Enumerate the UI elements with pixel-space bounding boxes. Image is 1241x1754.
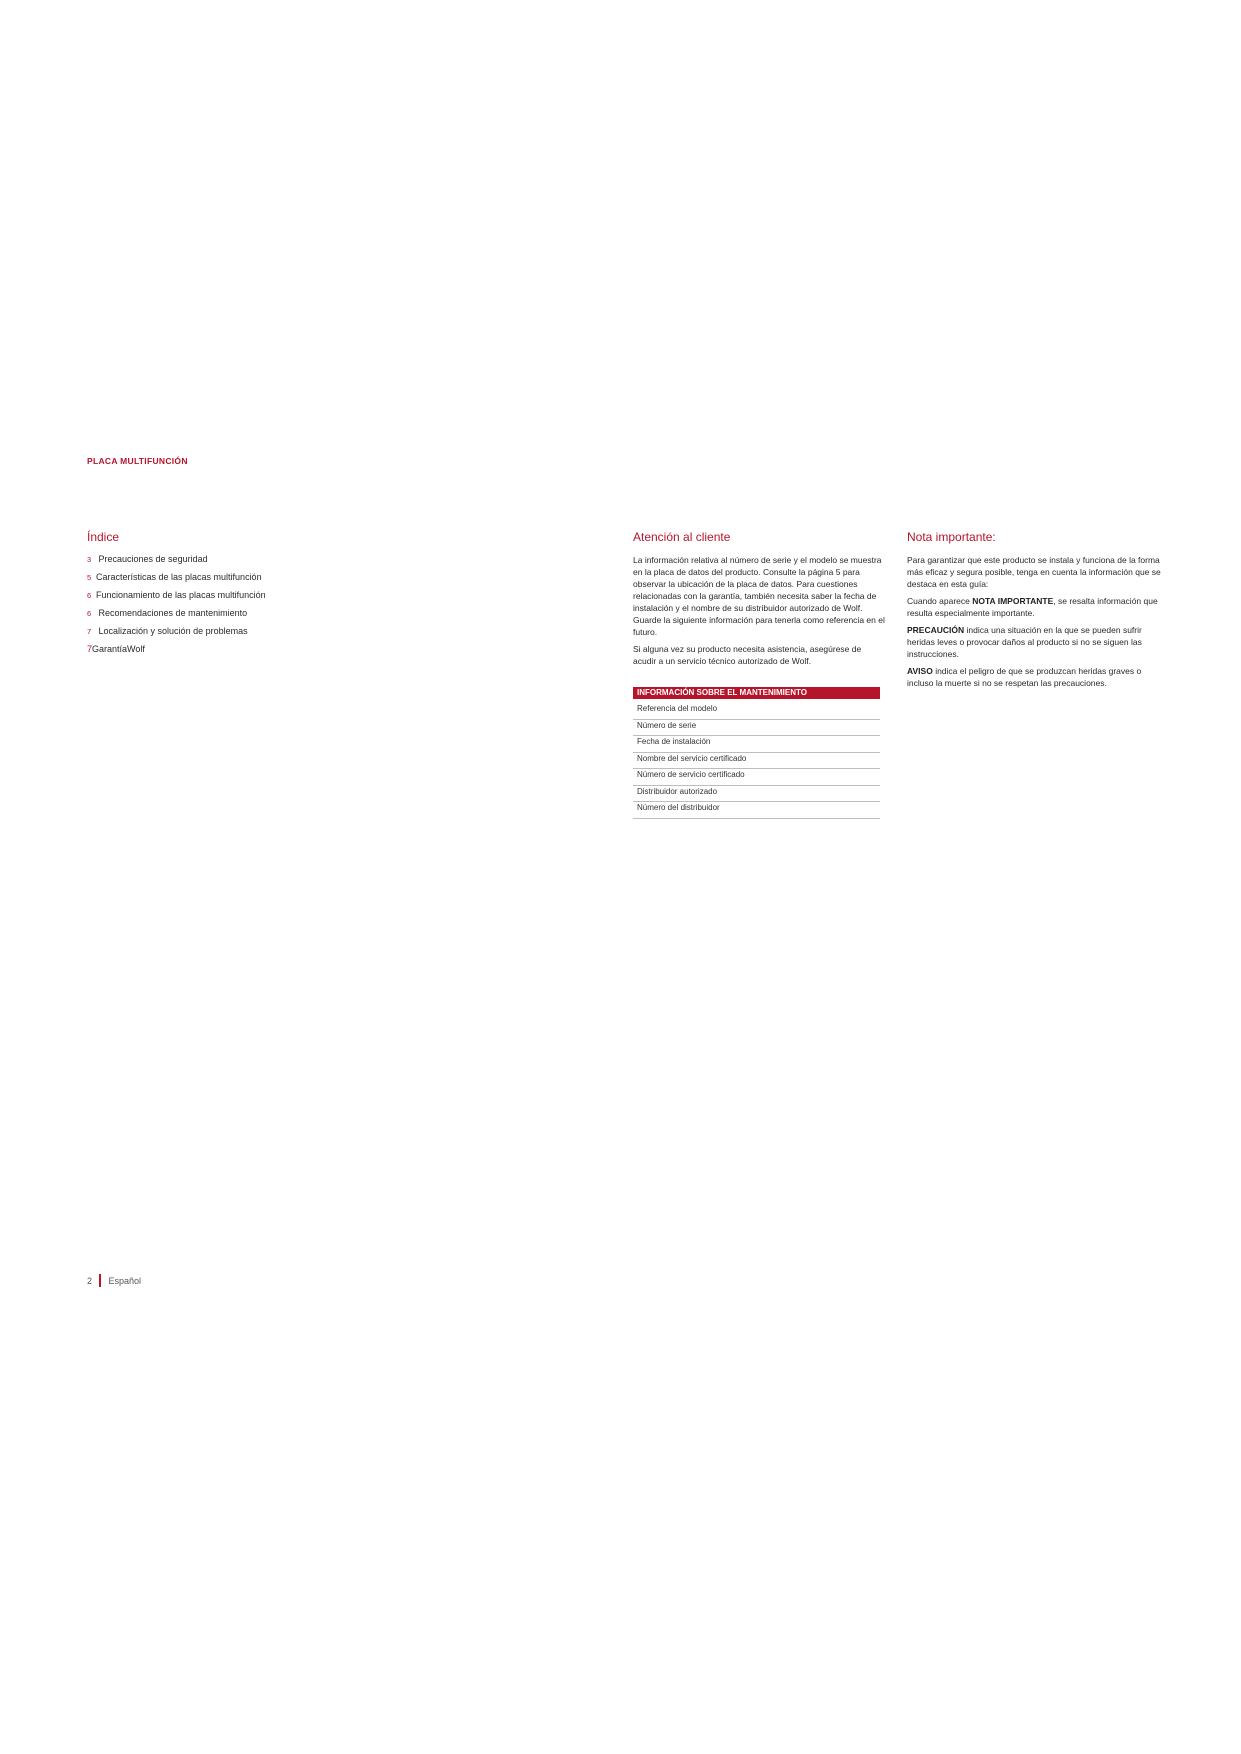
toc-item[interactable] — [87, 625, 427, 643]
page-number: 2 — [87, 1275, 93, 1286]
toc-page-number: 6 — [87, 591, 92, 600]
table-row: Nombre del servicio certificado — [633, 753, 880, 770]
section-header-label: PLACA MULTIFUNCIÓN — [87, 456, 188, 466]
index-title: Índice — [87, 530, 120, 544]
customer-service-paragraph: Si alguna vez su producto necesita asistencia, asegúrese de acudir a un servicio técnico autorizado de Wolf. — [633, 644, 862, 666]
customer-service-title: Atención al cliente — [633, 530, 731, 544]
toc-item[interactable] — [87, 607, 427, 625]
note-keyword: AVISO — [907, 666, 933, 676]
toc-label: GarantíaWolf — [92, 644, 145, 654]
note-paragraph: Para garantizar que este producto se instala y funciona de la forma más eficaz y segura posible, tenga en cuenta la información que se destaca en esta guía: — [907, 555, 1161, 589]
note-keyword: NOTA IMPORTANTE — [972, 596, 1054, 606]
important-note-body — [907, 554, 1163, 694]
note-paragraph — [907, 665, 1163, 689]
important-note-title: Nota importante: — [907, 530, 996, 544]
table-row: Número del distribuidor — [633, 802, 880, 819]
toc-item[interactable] — [87, 589, 427, 607]
toc-page-number: 3 — [87, 555, 92, 564]
table-row: Número de servicio certificado — [633, 769, 880, 786]
toc-label: Características de las placas multifunción — [96, 572, 262, 582]
toc-label: Precauciones de seguridad — [98, 554, 208, 564]
language-label: Español — [108, 1275, 142, 1286]
page-footer — [87, 1274, 141, 1287]
table-row: Fecha de instalación — [633, 736, 880, 753]
toc-label: Recomendaciones de mantenimiento — [98, 608, 248, 618]
maintenance-info-table — [633, 687, 880, 819]
footer-divider — [99, 1274, 101, 1287]
customer-service-body — [633, 554, 885, 672]
table-of-contents — [87, 553, 427, 661]
toc-page-number: 7 — [87, 644, 93, 654]
toc-item[interactable] — [87, 643, 427, 661]
toc-page-number: 5 — [87, 573, 92, 582]
customer-service-paragraph: La información relativa al número de serie y el modelo se muestra en la placa de datos del producto. Consulte la página 5 para observar la ubicación de la placa de datos. Para cuestiones relacionadas con la garantía, también necesita saber la fecha de instalación y el nombre de su distribuidor autorizado de Wolf. Guarde la siguiente información para tenerla como referencia en el futuro. — [633, 555, 885, 637]
note-keyword: PRECAUCIÓN — [907, 625, 965, 635]
toc-page-number: 6 — [87, 609, 92, 618]
toc-label: Localización y solución de problemas — [98, 626, 248, 636]
note-text: indica una situación en la que se pueden sufrir heridas leves o provocar daños al producto si no se siguen las instrucciones. — [907, 625, 1142, 659]
toc-page-number: 7 — [87, 627, 92, 636]
note-text: , se resalta información que resulta especialmente importante. — [907, 596, 1158, 618]
table-row: Distribuidor autorizado — [633, 786, 880, 803]
table-row: Número de serie — [633, 720, 880, 737]
note-paragraph — [907, 595, 1163, 619]
maintenance-table-header: INFORMACIÓN SOBRE EL MANTENIMIENTO — [633, 687, 880, 699]
toc-item[interactable] — [87, 571, 427, 589]
note-text: Cuando aparece — [907, 596, 973, 606]
note-paragraph — [907, 624, 1163, 660]
toc-item[interactable] — [87, 553, 427, 571]
toc-label: Funcionamiento de las placas multifunción — [96, 590, 266, 600]
table-row: Referencia del modelo — [633, 703, 880, 720]
note-text: indica el peligro de que se produzcan heridas graves o incluso la muerte si no se respetan las precauciones. — [907, 666, 1142, 688]
